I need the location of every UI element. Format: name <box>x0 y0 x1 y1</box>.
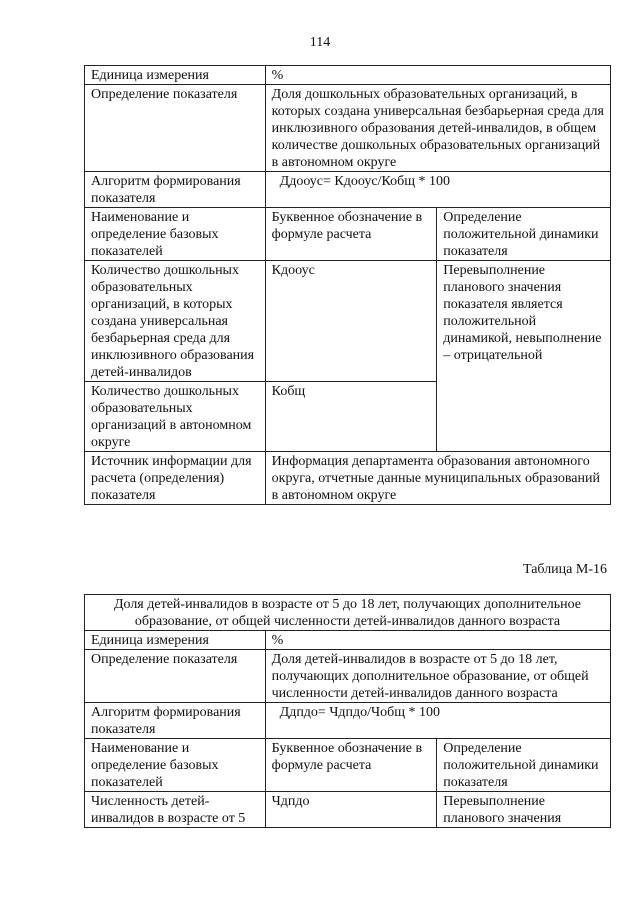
indicator-table-2 <box>84 594 611 828</box>
base-indicator-name: Количество дошкольных образовательных организаций, в которых создана универсальная безбарьерная среда для инклюзивного образования детей-инвалидов <box>85 261 266 382</box>
table-row <box>85 261 611 382</box>
table-row <box>85 172 611 208</box>
base-indicator-symbol: Кдооус <box>265 261 437 382</box>
dynamics-column-header: Определение положительной динамики показателя <box>437 739 611 792</box>
table-row <box>85 85 611 172</box>
table-row <box>85 703 611 739</box>
base-indicator-name: Численность детей-инвалидов в возрасте от 5 <box>85 792 266 828</box>
unit-label: Единица измерения <box>85 631 266 650</box>
table-row <box>85 452 611 505</box>
unit-label: Единица измерения <box>85 66 266 85</box>
table-row <box>85 595 611 631</box>
unit-value: % <box>265 631 610 650</box>
base-indicators-label: Наименование и определение базовых показателей <box>85 739 266 792</box>
table-row <box>85 66 611 85</box>
unit-value: % <box>265 66 610 85</box>
dynamics-description: Перевыполнение планового значения показателя является положительной динамикой, невыполнение – отрицательной <box>437 261 611 452</box>
algorithm-formula: Ддооус= Кдооус/Кобщ * 100 <box>265 172 610 208</box>
algorithm-formula: Ддпдо= Чдпдо/Чобщ * 100 <box>265 703 610 739</box>
definition-label: Определение показателя <box>85 85 266 172</box>
table-title: Доля детей-инвалидов в возрасте от 5 до 18 лет, получающих дополнительное образование, от общей численности детей-инвалидов данного возраста <box>85 595 611 631</box>
definition-value: Доля дошкольных образовательных организаций, в которых создана универсальная безбарьерная среда для инклюзивного образования детей-инвалидов, в общем количестве дошкольных образовательных организаций в автономном округе <box>265 85 610 172</box>
base-indicator-name: Количество дошкольных образовательных организаций в автономном округе <box>85 382 266 452</box>
base-indicators-label: Наименование и определение базовых показателей <box>85 208 266 261</box>
table-row <box>85 650 611 703</box>
source-label: Источник информации для расчета (определения) показателя <box>85 452 266 505</box>
base-indicator-symbol: Чдпдо <box>265 792 437 828</box>
table-row <box>85 631 611 650</box>
source-value: Информация департамента образования автономного округа, отчетные данные муниципальных образований в автономном округе <box>265 452 610 505</box>
algorithm-label: Алгоритм формирования показателя <box>85 172 266 208</box>
dynamics-description: Перевыполнение планового значения <box>437 792 611 828</box>
table-row <box>85 208 611 261</box>
table-row <box>85 739 611 792</box>
dynamics-column-header: Определение положительной динамики показателя <box>437 208 611 261</box>
page-number: 114 <box>309 35 331 50</box>
base-indicator-symbol: Кобщ <box>265 382 437 452</box>
definition-label: Определение показателя <box>85 650 266 703</box>
table-row <box>85 792 611 828</box>
indicator-table-1 <box>84 65 611 505</box>
symbol-column-header: Буквенное обозначение в формуле расчета <box>265 739 437 792</box>
algorithm-label: Алгоритм формирования показателя <box>85 703 266 739</box>
symbol-column-header: Буквенное обозначение в формуле расчета <box>265 208 437 261</box>
table-caption: Таблица М-16 <box>523 562 607 577</box>
definition-value: Доля детей-инвалидов в возрасте от 5 до 18 лет, получающих дополнительное образование, от общей численности детей-инвалидов данного возраста <box>265 650 610 703</box>
